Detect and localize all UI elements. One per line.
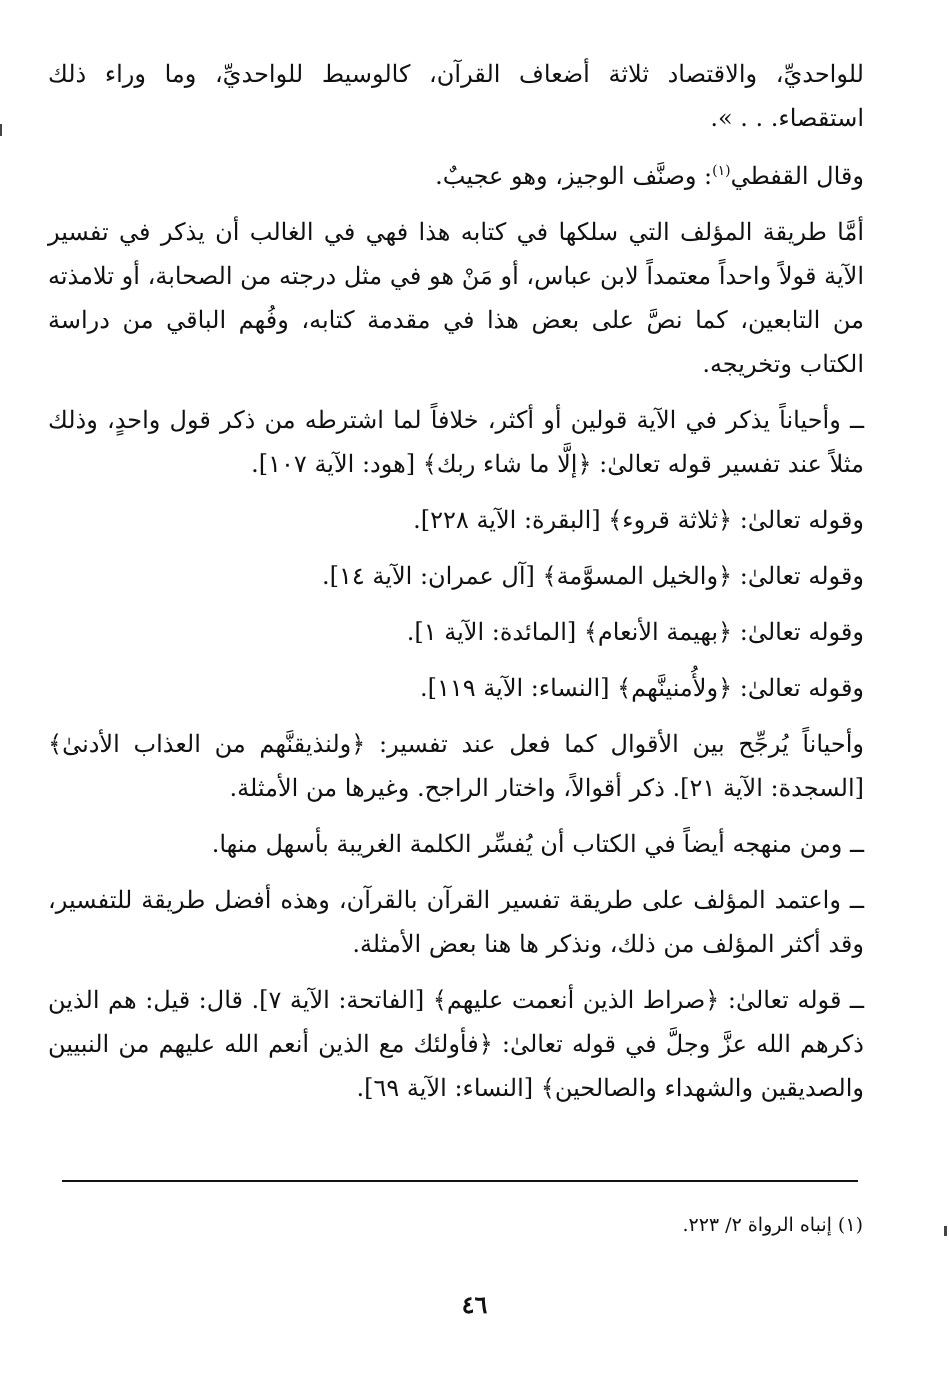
- paragraph-quran-by-quran: ــ واعتمد المؤلف على طريقة تفسير القرآن بالقرآن، وهذه أفضل طريقة للتفسير، وقد أكثر المؤلف من ذلك، ونذكر ها هنا بعض الأمثلة.: [48, 886, 864, 958]
- page-body: [48, 52, 864, 1122]
- scan-edge-mark: [0, 124, 2, 136]
- paragraph-multiple-opinions: ــ وأحياناً يذكر في الآية قولين أو أكثر، خلافاً لما اشترطه من ذكر قول واحدٍ، وذلك مثلاً عند تفسير قوله تعالىٰ: ﴿إلَّا ما شاء ربك﴾ [هود: الآية ١٠٧].: [48, 406, 864, 478]
- paragraph-method: أمَّا طريقة المؤلف التي سلكها في كتابه هذا فهي في الغالب أن يذكر في تفسير الآية قولاً واحداً معتمداً لابن عباس، أو مَنْ هو في مثل درجته من الصحابة، أو تلامذته من التابعين، كما نصَّ على بعض هذا في مقدمة كتابه، وفُهم الباقي من دراسة الكتاب وتخريجه.: [48, 218, 864, 378]
- paragraph-preference: وأحياناً يُرجِّح بين الأقوال كما فعل عند تفسير: ﴿ولنذيقنَّهم من العذاب الأدنىٰ﴾ [السجدة: الآية ٢١]. ذكر أقوالاً، واختار الراجح. وغيرها من الأمثلة.: [48, 730, 864, 802]
- qifti-text-before: وقال القفطي: [730, 162, 864, 190]
- paragraph-fatiha-example: ــ قوله تعالىٰ: ﴿صراط الذين أنعمت عليهم﴾ [الفاتحة: الآية ٧]. قال: قيل: هم الذين ذكرهم الله عزَّ وجلَّ في قوله تعالىٰ: ﴿فأولئك مع الذين أنعم الله عليهم من النبيين والصديقين والشهداء والصالحين﴾ [النساء: الآية ٦٩].: [48, 986, 864, 1102]
- verse-example-maida: وقوله تعالىٰ: ﴿بهيمة الأنعام﴾ [المائدة: الآية ١].: [406, 618, 864, 646]
- verse-example-baqara: وقوله تعالىٰ: ﴿ثلاثة قروء﴾ [البقرة: الآية ٢٢٨].: [413, 506, 864, 534]
- paragraph-quote-end: للواحديِّ، والاقتصاد ثلاثة أضعاف القرآن، كالوسيط للواحديِّ، وما وراء ذلك استقصاء. . . ».: [48, 60, 864, 132]
- verse-example-imran: وقوله تعالىٰ: ﴿والخيل المسوَّمة﴾ [آل عمران: الآية ١٤].: [322, 562, 864, 590]
- footnote-reference: (١): [712, 163, 731, 179]
- verse-example-nisa: وقوله تعالىٰ: ﴿ولأُمنينَّهم﴾ [النساء: الآية ١١٩].: [419, 674, 864, 702]
- paragraph-qifti: [48, 154, 864, 198]
- footnote: (١) إنباه الرواة ٢/ ٢٢٣.: [682, 1214, 863, 1236]
- qifti-text-after: : وصنَّف الوجيز، وهو عجيبٌ.: [435, 162, 713, 190]
- footnote-divider: [62, 1180, 858, 1182]
- page-number: ٤٦: [461, 1290, 488, 1319]
- scan-edge-mark: [944, 1226, 947, 1236]
- paragraph-strange-words: ــ ومن منهجه أيضاً في الكتاب أن يُفسِّر الكلمة الغريبة بأسهل منها.: [211, 830, 864, 858]
